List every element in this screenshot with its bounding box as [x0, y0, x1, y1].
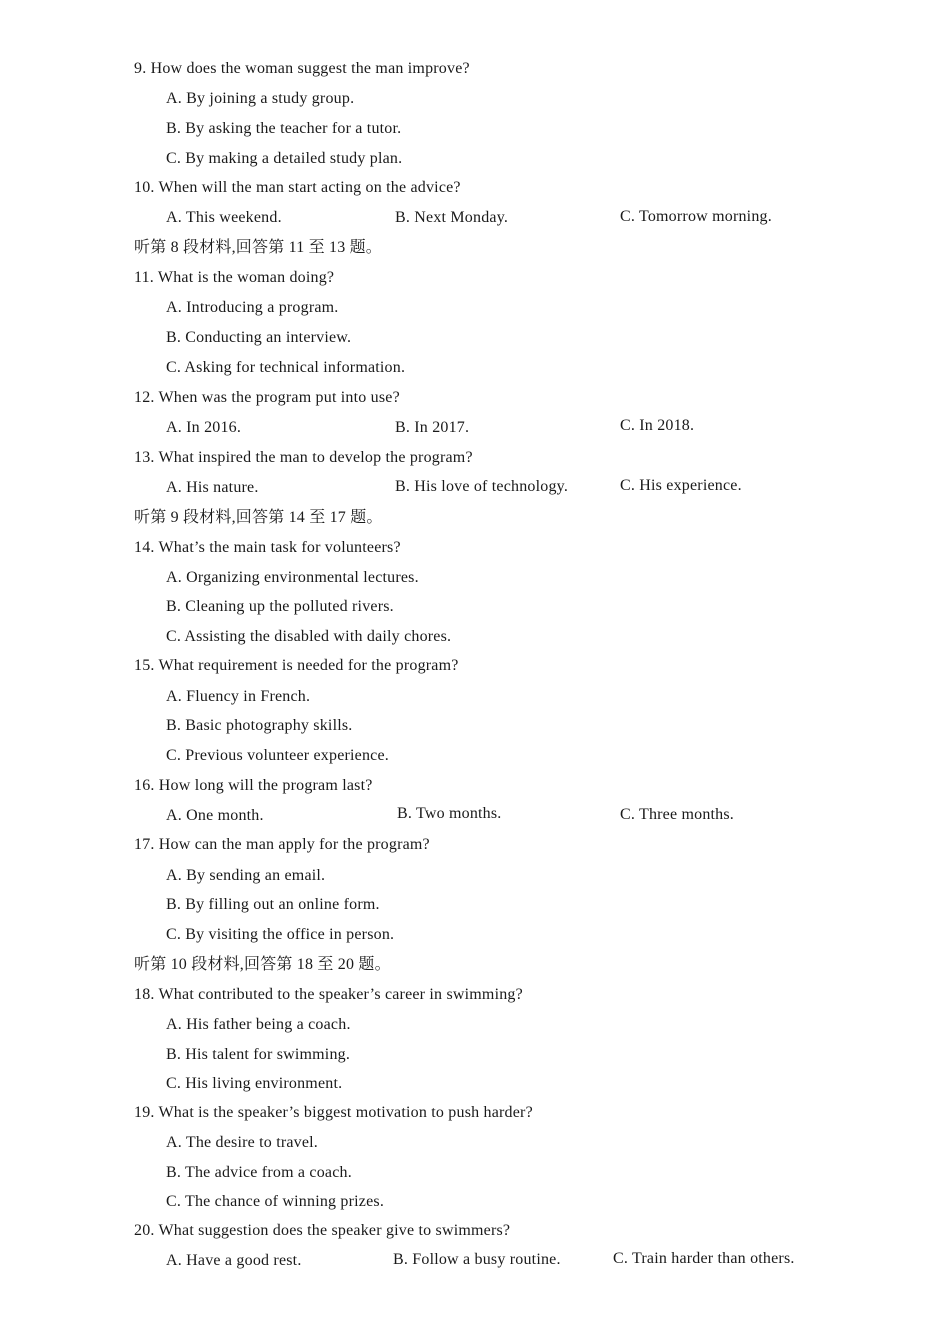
question-9: 9. How does the woman suggest the man improve? [134, 60, 470, 77]
option-9a: A. By joining a study group. [166, 90, 355, 107]
option-17c: C. By visiting the office in person. [166, 926, 395, 943]
question-12: 12. When was the program put into use? [134, 389, 400, 406]
option-16a: A. One month. [166, 807, 264, 824]
question-20: 20. What suggestion does the speaker give to swimmers? [134, 1222, 511, 1239]
option-11b: B. Conducting an interview. [166, 329, 352, 346]
option-11c: C. Asking for technical information. [166, 359, 406, 376]
option-17b: B. By filling out an online form. [166, 896, 380, 913]
option-15a: A. Fluency in French. [166, 688, 311, 705]
option-14a: A. Organizing environmental lectures. [166, 569, 419, 586]
option-19c: C. The chance of winning prizes. [166, 1193, 385, 1210]
question-17: 17. How can the man apply for the program? [134, 836, 430, 853]
option-12b: B. In 2017. [395, 419, 470, 436]
option-15c: C. Previous volunteer experience. [166, 747, 389, 764]
option-13c: C. His experience. [620, 477, 742, 494]
option-20c: C. Train harder than others. [613, 1250, 795, 1267]
question-18: 18. What contributed to the speaker’s career in swimming? [134, 986, 523, 1003]
question-13: 13. What inspired the man to develop the program? [134, 449, 473, 466]
option-13b: B. His love of technology. [395, 478, 569, 495]
option-17a: A. By sending an email. [166, 867, 326, 884]
option-12a: A. In 2016. [166, 419, 242, 436]
question-14: 14. What’s the main task for volunteers? [134, 539, 401, 556]
option-16b: B. Two months. [397, 805, 502, 822]
option-19a: A. The desire to travel. [166, 1134, 319, 1151]
question-10: 10. When will the man start acting on the advice? [134, 179, 461, 196]
section-heading-9: 听第 9 段材料,回答第 14 至 17 题。 [134, 509, 383, 526]
option-13a: A. His nature. [166, 479, 259, 496]
option-14b: B. Cleaning up the polluted rivers. [166, 598, 394, 615]
option-20a: A. Have a good rest. [166, 1252, 302, 1269]
option-10a: A. This weekend. [166, 209, 282, 226]
option-20b: B. Follow a busy routine. [393, 1251, 561, 1268]
section-heading-8: 听第 8 段材料,回答第 11 至 13 题。 [134, 239, 383, 256]
option-10c: C. Tomorrow morning. [620, 208, 772, 225]
option-18a: A. His father being a coach. [166, 1016, 351, 1033]
question-19: 19. What is the speaker’s biggest motivation to push harder? [134, 1104, 533, 1121]
option-14c: C. Assisting the disabled with daily chores. [166, 628, 452, 645]
option-19b: B. The advice from a coach. [166, 1164, 352, 1181]
question-11: 11. What is the woman doing? [134, 269, 335, 286]
option-15b: B. Basic photography skills. [166, 717, 353, 734]
option-11a: A. Introducing a program. [166, 299, 339, 316]
option-16c: C. Three months. [620, 806, 735, 823]
option-12c: C. In 2018. [620, 417, 695, 434]
option-10b: B. Next Monday. [395, 209, 509, 226]
option-9c: C. By making a detailed study plan. [166, 150, 403, 167]
option-18b: B. His talent for swimming. [166, 1046, 351, 1063]
question-16: 16. How long will the program last? [134, 777, 373, 794]
option-9b: B. By asking the teacher for a tutor. [166, 120, 402, 137]
question-15: 15. What requirement is needed for the program? [134, 657, 459, 674]
option-18c: C. His living environment. [166, 1075, 343, 1092]
section-heading-10: 听第 10 段材料,回答第 18 至 20 题。 [134, 956, 391, 973]
